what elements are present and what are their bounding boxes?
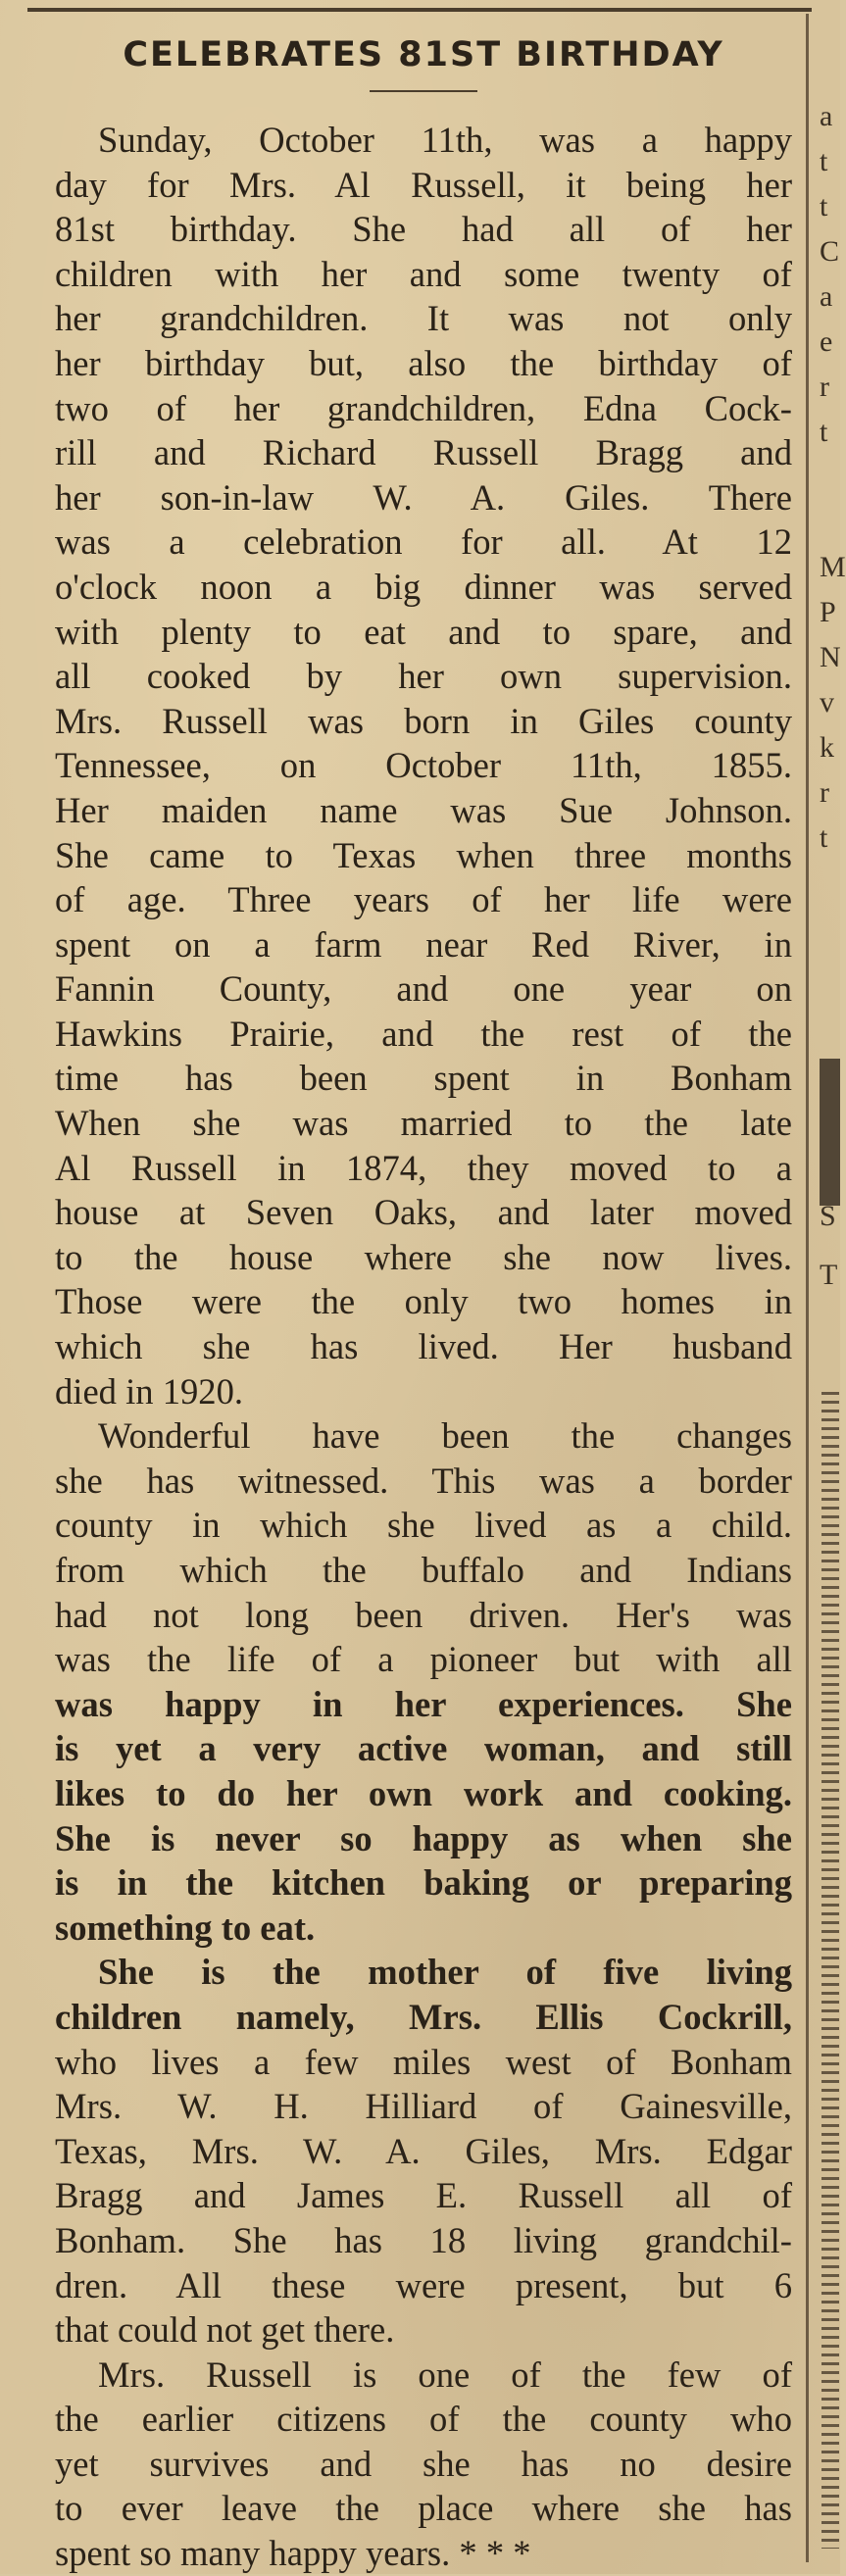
text-line: children with her and some twenty of bbox=[55, 253, 792, 294]
text-line: Mrs. Russell was born in Giles county bbox=[55, 700, 792, 741]
fragment-letter bbox=[820, 455, 840, 500]
text-line: died in 1920. bbox=[55, 1370, 244, 1412]
paragraph bbox=[55, 1950, 792, 2352]
text-line: spent on a farm near Red River, in bbox=[55, 923, 792, 965]
text-line: is yet a very active woman, and still bbox=[55, 1728, 792, 1769]
text-line: Fannin County, and one year on bbox=[55, 968, 792, 1010]
fragment-letter: k bbox=[820, 731, 834, 764]
text-line: time has been spent in Bonham bbox=[55, 1058, 792, 1099]
text-line: Texas, Mrs. W. A. Giles, Mrs. Edgar bbox=[55, 2130, 792, 2171]
fragment-letter: M bbox=[820, 551, 846, 583]
text-line: her grandchildren. It was not only bbox=[55, 298, 792, 339]
fragment-letter: t bbox=[820, 145, 828, 177]
text-line: county in which she lived as a child. bbox=[55, 1505, 792, 1546]
text-line: that could not get there. bbox=[55, 2309, 395, 2351]
text-line: to ever leave the place where she has bbox=[55, 2488, 792, 2529]
text-line: She came to Texas when three months bbox=[55, 834, 792, 875]
text-line: who lives a few miles west of Bonham bbox=[55, 2041, 792, 2082]
text-line: Hawkins Prairie, and the rest of the bbox=[55, 1013, 792, 1054]
text-line: was a celebration for all. At 12 bbox=[55, 521, 792, 563]
text-line: spent so many happy years. * * * bbox=[55, 2533, 531, 2574]
fragment-letter: t bbox=[820, 190, 828, 223]
fragment-letter: v bbox=[820, 686, 834, 718]
adjacent-column-fragment bbox=[820, 94, 846, 861]
adjacent-column-lines bbox=[821, 1392, 839, 2549]
text-line: dren. All these were present, but 6 bbox=[55, 2264, 792, 2305]
fragment-letter: r bbox=[820, 776, 829, 809]
text-line: the earlier citizens of the county who bbox=[55, 2399, 792, 2440]
text-line: house at Seven Oaks, and later moved bbox=[55, 1192, 792, 1233]
text-line: children namely, Mrs. Ellis Cockrill, bbox=[55, 1996, 792, 2037]
fragment-label: S bbox=[820, 1200, 836, 1232]
text-line: Her maiden name was Sue Johnson. bbox=[55, 789, 792, 830]
fragment-letter: e bbox=[820, 325, 833, 358]
text-line: Bragg and James E. Russell all of bbox=[55, 2175, 792, 2216]
fragment-letter: P bbox=[820, 596, 836, 628]
fragment-letter: t bbox=[820, 821, 828, 854]
text-line: her son-in-law W. A. Giles. There bbox=[55, 476, 792, 518]
text-line: Wonderful have been the changes bbox=[98, 1415, 792, 1457]
paragraph bbox=[55, 2353, 792, 2576]
paragraph bbox=[55, 1413, 792, 1950]
fragment-letter: a bbox=[820, 100, 833, 132]
text-line: Al Russell in 1874, they moved to a bbox=[55, 1147, 792, 1188]
text-line: Bonham. She has 18 living grandchil- bbox=[55, 2219, 792, 2260]
text-line: had not long been driven. Her's was bbox=[55, 1594, 792, 1635]
text-line: from which the buffalo and Indians bbox=[55, 1550, 792, 1590]
headline: CELEBRATES 81ST BIRTHDAY bbox=[123, 35, 724, 74]
paragraph bbox=[55, 118, 792, 1413]
text-line: something to eat. bbox=[55, 1907, 316, 1948]
text-line: Tennessee, on October 11th, 1855. bbox=[55, 745, 792, 786]
text-line: she has witnessed. This was a border bbox=[55, 1460, 792, 1501]
text-line: was the life of a pioneer but with all bbox=[55, 1639, 792, 1680]
text-line: yet survives and she has no desire bbox=[55, 2443, 792, 2484]
fragment-label: T bbox=[820, 1259, 838, 1291]
fragment-letter bbox=[820, 500, 840, 545]
text-line: was happy in her experiences. She bbox=[55, 1683, 792, 1724]
text-line: Sunday, October 11th, was a happy bbox=[98, 120, 792, 160]
text-line: with plenty to eat and to spare, and bbox=[55, 611, 792, 652]
text-line: rill and Richard Russell Bragg and bbox=[55, 432, 792, 473]
text-line: Mrs. Russell is one of the few of bbox=[98, 2353, 792, 2395]
fragment-letter: t bbox=[820, 416, 828, 448]
text-line: of age. Three years of her life were bbox=[55, 879, 792, 920]
text-line: two of her grandchildren, Edna Cock- bbox=[55, 387, 792, 428]
fragment-letter: C bbox=[820, 235, 840, 268]
text-line: which she has lived. Her husband bbox=[55, 1326, 792, 1367]
column-rule bbox=[806, 14, 809, 2562]
text-line: all cooked by her own supervision. bbox=[55, 656, 792, 697]
fragment-letter: N bbox=[820, 641, 841, 673]
text-line: to the house where she now lives. bbox=[55, 1236, 792, 1277]
adjacent-column-block bbox=[820, 1059, 840, 1206]
text-line: likes to do her own work and cooking. bbox=[55, 1772, 792, 1813]
top-rule bbox=[27, 8, 812, 12]
text-line: When she was married to the late bbox=[55, 1103, 792, 1144]
text-line: 81st birthday. She had all of her bbox=[55, 209, 792, 250]
fragment-letter: r bbox=[820, 371, 829, 403]
text-line: day for Mrs. Al Russell, it being her bbox=[55, 164, 792, 205]
article bbox=[55, 35, 792, 2576]
article-body bbox=[55, 118, 792, 2576]
text-line: She is the mother of five living bbox=[98, 1952, 792, 1993]
adjacent-column-labels bbox=[820, 1194, 840, 1298]
text-line: her birthday but, also the birthday of bbox=[55, 342, 792, 383]
headline-divider bbox=[370, 90, 477, 92]
text-line: Those were the only two homes in bbox=[55, 1281, 792, 1322]
text-line: She is never so happy as when she bbox=[55, 1817, 792, 1858]
text-line: is in the kitchen baking or preparing bbox=[55, 1862, 792, 1904]
fragment-letter: a bbox=[820, 280, 833, 313]
text-line: Mrs. W. H. Hilliard of Gainesville, bbox=[55, 2086, 792, 2127]
text-line: o'clock noon a big dinner was served bbox=[55, 566, 792, 607]
